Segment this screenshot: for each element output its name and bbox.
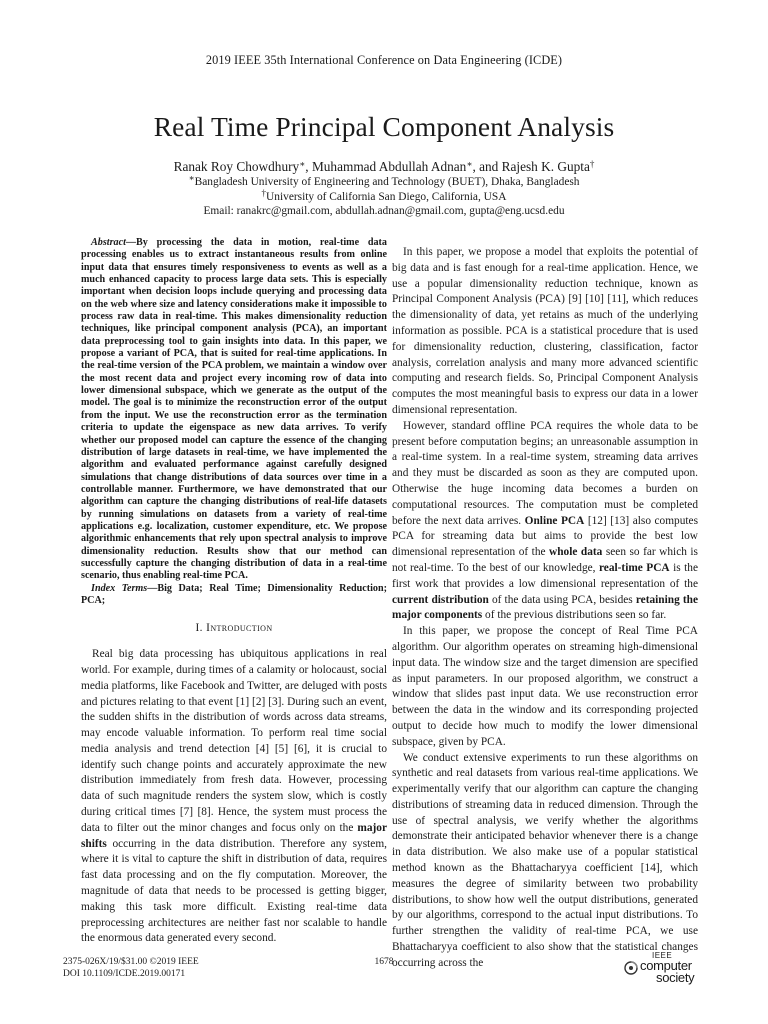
text-run: [12] [13] also computes PCA for streaming data but aims to provide the best low dimensional representation of the xyxy=(392,514,698,559)
intro-paragraph-5 xyxy=(392,751,698,972)
bold-run: major shifts xyxy=(81,821,387,850)
author-line xyxy=(0,158,768,175)
affiliation-1-mark: ∗ xyxy=(188,173,195,183)
text-run: of the previous distributions seen so far. xyxy=(482,609,667,622)
footer-doi: DOI 10.1109/ICDE.2019.00171 xyxy=(63,968,186,979)
intro-paragraph-2 xyxy=(392,245,698,419)
intro-paragraph-1 xyxy=(81,647,387,947)
abstract xyxy=(81,237,387,583)
affiliation-1 xyxy=(0,175,768,190)
affiliation-2-text: University of California San Diego, California, USA xyxy=(266,190,507,203)
bold-run: current distribution xyxy=(392,593,489,606)
author-3: Rajesh K. Gupta xyxy=(501,159,590,174)
intro-paragraph-3 xyxy=(392,419,698,624)
right-column xyxy=(392,245,698,972)
author-2-mark: ∗ xyxy=(466,159,473,169)
author-block xyxy=(0,158,768,219)
author-1: Ranak Roy Chowdhury xyxy=(173,159,300,174)
author-sep-1: , xyxy=(305,159,312,174)
affiliation-2-mark: † xyxy=(261,187,267,198)
author-1-mark: ∗ xyxy=(299,159,306,169)
bold-run: whole data xyxy=(549,546,603,559)
text-run: Real big data processing has ubiquitous applications in real world. For example, during times of a calamity or holocaust, social media platforms, like Facebook and Twitter, are deluged with posts and pictures relating to that event [1] [2] [3]. During such an event, the sudden shifts in the distribution of words across data streams, may encode valuable information. To perform real time social media analysis and trend detection [4] [5] [6], it is crucial to identify such change points and accurately approximate the new distribution immediately from fresh data. However, processing data of such magnitude renders the system slow, which is costly during critical times [7] [8]. Hence, the system must process the data to filter out the minor changes and focus only on the xyxy=(81,648,387,834)
affiliation-1-text: Bangladesh University of Engineering and Technology (BUET), Dhaka, Bangladesh xyxy=(194,176,580,188)
logo-word-society: society xyxy=(656,970,695,985)
text-run: is the first work that provides a low dimensional representation of the xyxy=(392,561,698,590)
abstract-label: Abstract xyxy=(91,237,126,248)
text-run: We conduct extensive experiments to run these algorithms on synthetic and real datasets from various real-time applications. We experimentally verify that our algorithm can capture the changing distributions of streaming data in reduced dimension. Through the use of spectral analysis, we verify whether the algorithms demonstrate their anticipated behavior whenever there is a change in data distribution. We also make use of a popular statistical method known as the Bhattacharyya coefficient [14], which measures the degree of similarity between two probability distributions, to show how well the output distributions, generated by our algorithms, correspond to the actual input distributions. To further strengthen the validity of real-time PCA, we use Bhattacharyya coefficient to also show that the statistical changes occurring across the xyxy=(392,751,698,969)
affiliation-2 xyxy=(0,187,768,205)
email-line: Email: ranakrc@gmail.com, abdullah.adnan@gmail.com, gupta@eng.ucsd.edu xyxy=(203,205,565,217)
conference-header: 2019 IEEE 35th International Conference on Data Engineering (ICDE) xyxy=(205,53,563,67)
logo-ieee-text: IEEE xyxy=(652,951,673,960)
page-number: 1678 xyxy=(374,957,394,967)
bold-run: Online PCA xyxy=(524,514,585,527)
abstract-text: By processing the data in motion, real-time data processing enables us to extract instantaneous results from online input data that ensures timely responsiveness to events as well as a much enhanced capacity to process large data sets. This is especially important when decision loops include querying and processing data on the web where size and latency considerations make it impossible to process raw data in real-time. This makes dimensionality reduction techniques, like principal component analysis (PCA), an important data preprocessing tool to gain insights into data. In this paper, we propose a variant of PCA, that is suited for real-time applications. In the real-time version of the PCA problem, we maintain a window over the most recent data and project every incoming row of data into lower dimensional subspace, which we generate as the output of the model. The goal is to minimize the reconstruction error of the output from the input. We use the reconstruction error as the termination criteria to update the eigenspace as new data arrives. To verify whether our proposed model can capture the essence of the changing distribution of large datasets in real-time, we have implemented the algorithm and evaluated performance against carefully designed simulations that change distributions of data sources over time in a controllable manner. Furthermore, we have demonstrated that our algorithm can capture the changing distributions of real-life datasets by running simulations on datasets from a variety of real-time applications e.g. localization, customer expenditure, etc. We propose algorithmic enhancements that rely upon spectral analysis to improve dimensionality reduction. Results show that our method can successfully capture the changing distribution of data in a real-time scenario, thus enabling real-time PCA. xyxy=(81,237,387,582)
index-terms xyxy=(81,583,387,608)
swirl-icon xyxy=(624,961,638,975)
text-run: However, standard offline PCA requires the whole data to be present before computation begins; an unreasonable assumption in a real-time system. In a real-time system, streaming data arrives and they must be discarded as soon as they are computed upon. Otherwise the huge incoming data becomes a burden on computational resources. The computation must be completed before the next data arrives. xyxy=(392,419,698,527)
intro-paragraph-4 xyxy=(392,624,698,750)
section-title: Introduction xyxy=(206,622,273,635)
section-heading-introduction xyxy=(81,621,387,637)
index-terms-text: Big Data; Real Time; Dimensionality Reduction; PCA; xyxy=(81,582,387,606)
text-run: of the data using PCA, besides xyxy=(488,593,636,606)
bold-run: retaining the major components xyxy=(392,593,698,622)
left-column xyxy=(81,237,387,947)
text-run: In this paper, we propose the concept of Real Time PCA algorithm. Our algorithm operates on streaming high-dimensional input data. The window size and the target dimension are specified as input parameters. In our proposed algorithm, we construct a window that slides past input data. We use reconstruction error between the data in the window and its corresponding projected output to decide how much to modify the lower dimensional subspace, given by PCA. xyxy=(392,625,698,748)
author-sep-2: , and xyxy=(472,159,502,174)
logo-word-computer: computer xyxy=(640,958,692,973)
index-terms-dash: — xyxy=(147,582,158,594)
bold-run: real-time PCA xyxy=(598,561,670,574)
text-run: In this paper, we propose a model that exploits the potential of big data and is fast enough for a real-time application. Hence, we use a popular dimensionality reduction technique, known as Principal Component Analysis (PCA) [9] [10] [11], which reduces the dimensionality of data, yet retains as much of the underlying information as possible. PCA is a statistical procedure that is used for dimensionality reduction, clustering, classification, factor analysis, correlation analysis and many more advanced scientific computing and research fields. So, Principal Component Analysis computes the most meaningful basis to express our data in a lower dimensional representation. xyxy=(392,246,698,416)
paper-title: Real Time Principal Component Analysis xyxy=(153,111,615,142)
footer-issn: 2375-026X/19/$31.00 ©2019 IEEE xyxy=(63,957,199,967)
abstract-dash: — xyxy=(125,237,137,248)
author-2: Muhammad Abdullah Adnan xyxy=(311,159,467,174)
text-run: seen so far which is not real-time. To the best of our knowledge, xyxy=(392,546,698,574)
section-number: I. xyxy=(195,622,207,635)
text-run: occurring in the data distribution. Therefore any system, where it is vital to capture the shift in distribution of data, requires fast data processing and on the fly computation. Moreover, the magnitude of data that needs to be processed is getting bigger, making this task more difficult. Existing real-time data preprocessing architectures are neither fast nor scalable to handle the enormous data generated every second. xyxy=(81,837,387,945)
index-terms-label: Index Terms xyxy=(91,582,148,594)
ieee-computer-society-logo xyxy=(624,951,704,987)
author-3-mark: † xyxy=(589,159,595,169)
